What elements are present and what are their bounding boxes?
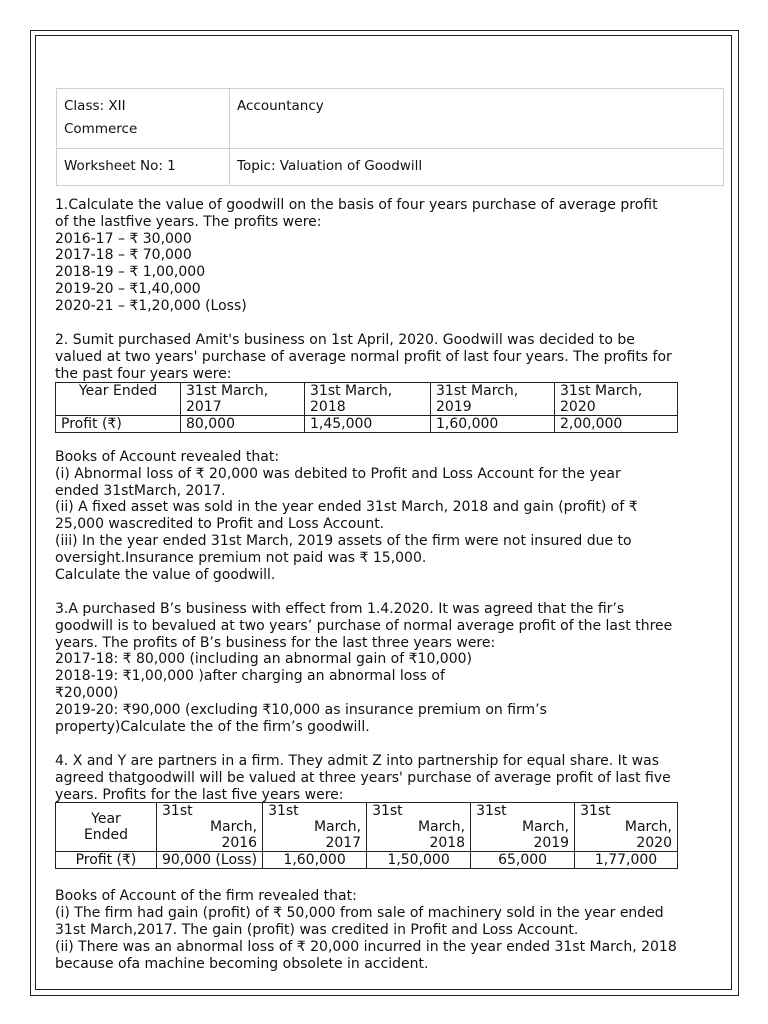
q4-year-l2: March, <box>313 819 362 835</box>
subject-cell: Accountancy <box>230 89 724 149</box>
class-label: Class: XII <box>64 98 126 114</box>
q2-year-cell <box>181 383 305 416</box>
q2-year-cell <box>305 383 431 416</box>
q2-profit-row <box>56 416 678 433</box>
q4-year-l1: 31st <box>162 803 193 819</box>
q2-note-line: 25,000 wascredited to Profit and Loss Account. <box>55 516 385 533</box>
q4-year-cell <box>367 803 471 852</box>
question-2 <box>55 332 672 382</box>
q2-note-line: oversight.Insurance premium not paid was ₹ 15,000. <box>55 549 427 566</box>
q4-year-cell <box>575 803 678 852</box>
q4-profit-value: 90,000 (Loss) <box>157 852 263 869</box>
q2-note-line: ended 31stMarch, 2017. <box>55 482 226 499</box>
q4-year-l3: 2017 <box>325 835 362 851</box>
q3-line: 2018-19: ₹1,00,000 )after charging an abnormal loss of <box>55 668 445 685</box>
q2-profit-value: 1,45,000 <box>305 416 431 433</box>
q4-line: agreed thatgoodwill will be valued at three years' purchase of average profit of last five <box>55 769 671 786</box>
q4-profit-value: 65,000 <box>471 852 575 869</box>
header-row-1 <box>57 89 724 149</box>
q3-line: goodwill is to bevalued at two years’ purchase of normal average profit of the last three <box>55 617 673 634</box>
q2-year-l2: 2018 <box>310 399 346 415</box>
q4-year-l2: March, <box>624 819 672 835</box>
q3-line: property)Calculate the of the firm’s goodwill. <box>55 718 370 735</box>
question-4-notes <box>55 888 677 973</box>
question-2-notes <box>55 449 638 583</box>
topic-title: Topic: Valuation of Goodwill <box>230 149 724 186</box>
q4-year-l3: 2019 <box>533 835 570 851</box>
q4-profit-row <box>56 852 678 869</box>
q4-year-l2: March, <box>209 819 258 835</box>
q2-year-l2: 2019 <box>436 399 472 415</box>
question-3 <box>55 601 672 735</box>
q2-year-l2: 2020 <box>560 399 596 415</box>
q4-year-l1: 31st <box>580 803 611 819</box>
q3-line: ₹20,000) <box>55 684 119 701</box>
q3-line: 3.A purchased B’s business with effect from 1.4.2020. It was agreed that the fir’s <box>55 601 625 617</box>
q1-line: 2019-20 – ₹1,40,000 <box>55 280 201 297</box>
q4-year-header-l2: Ended <box>83 827 129 843</box>
q1-line: 2017-18 – ₹ 70,000 <box>55 247 192 264</box>
q4-profit-value: 1,77,000 <box>575 852 678 869</box>
q2-note-line: Books of Account revealed that: <box>55 449 280 465</box>
q4-year-l3: 2016 <box>221 835 258 851</box>
q3-line: 2019-20: ₹90,000 (excluding ₹10,000 as insurance premium on firm’s <box>55 701 547 718</box>
q2-line: 2. Sumit purchased Amit's business on 1st April, 2020. Goodwill was decided to be <box>55 332 635 348</box>
q2-profit-value: 80,000 <box>181 416 305 433</box>
q1-line: 2020-21 – ₹1,20,000 (Loss) <box>55 297 247 314</box>
q4-year-l3: 2020 <box>636 835 672 851</box>
q1-line: of the lastfive years. The profits were: <box>55 213 322 230</box>
q4-profit-table <box>55 802 678 869</box>
q4-year-l2: March, <box>521 819 570 835</box>
q4-year-header <box>56 803 157 852</box>
q4-year-l2: March, <box>417 819 466 835</box>
q4-year-cell <box>263 803 367 852</box>
q2-year-l1: 31st March, <box>310 383 393 399</box>
stream-label: Commerce <box>64 121 138 137</box>
q2-year-l1: 31st March, <box>186 383 269 399</box>
q4-year-header-l1: Year <box>91 811 121 827</box>
q2-year-l1: 31st March, <box>436 383 519 399</box>
q4-year-cell <box>471 803 575 852</box>
q4-note-line: (i) The firm had gain (profit) of ₹ 50,000 from sale of machinery sold in the year ended <box>55 904 664 921</box>
q3-line: years. The profits of B’s business for the last three years were: <box>55 634 496 651</box>
q1-line: 2016-17 – ₹ 30,000 <box>55 230 192 247</box>
q4-line: 4. X and Y are partners in a firm. They admit Z into partnership for equal share. It was <box>55 753 659 769</box>
q2-note-line: Calculate the value of goodwill. <box>55 566 276 583</box>
q4-note-line: because ofa machine becoming obsolete in accident. <box>55 956 429 973</box>
worksheet-header-table <box>56 88 724 186</box>
q4-year-row <box>56 803 678 852</box>
question-1 <box>55 197 658 315</box>
q4-profit-value: 1,50,000 <box>367 852 471 869</box>
q2-year-l1: 31st March, <box>560 383 643 399</box>
q2-line: the past four years were: <box>55 365 232 382</box>
q2-line: valued at two years' purchase of average normal profit of last four years. The profits for <box>55 348 672 365</box>
q4-year-l3: 2018 <box>429 835 466 851</box>
q4-note-line: 31st March,2017. The gain (profit) was credited in Profit and Loss Account. <box>55 921 579 938</box>
q1-line: 2018-19 – ₹ 1,00,000 <box>55 264 206 281</box>
q4-note-line: (ii) There was an abnormal loss of ₹ 20,000 incurred in the year ended 31st March, 2018 <box>55 939 677 956</box>
q2-year-row <box>56 383 678 416</box>
question-4 <box>55 753 671 803</box>
q2-profit-value: 1,60,000 <box>431 416 555 433</box>
q4-year-l1: 31st <box>372 803 403 819</box>
q4-profit-value: 1,60,000 <box>263 852 367 869</box>
q2-year-l2: 2017 <box>186 399 222 415</box>
q2-year-header: Year Ended <box>56 383 181 416</box>
q2-profit-value: 2,00,000 <box>555 416 678 433</box>
q3-line: 2017-18: ₹ 80,000 (including an abnormal gain of ₹10,000) <box>55 651 472 668</box>
q4-profit-label: Profit (₹) <box>56 852 157 869</box>
q4-line: years. Profits for the last five years were: <box>55 786 344 803</box>
q1-line: 1.Calculate the value of goodwill on the basis of four years purchase of average profit <box>55 197 658 213</box>
q4-year-l1: 31st <box>476 803 507 819</box>
q4-note-line: Books of Account of the firm revealed that: <box>55 888 357 904</box>
q4-year-l1: 31st <box>268 803 299 819</box>
class-cell <box>57 89 230 149</box>
q2-profit-table <box>55 382 678 433</box>
q2-profit-label: Profit (₹) <box>56 416 181 433</box>
q2-note-line: (i) Abnormal loss of ₹ 20,000 was debited to Profit and Loss Account for the year <box>55 465 621 482</box>
header-row-2 <box>57 149 724 186</box>
q2-note-line: (ii) A fixed asset was sold in the year ended 31st March, 2018 and gain (profit) of ₹ <box>55 499 638 516</box>
q2-year-cell <box>555 383 678 416</box>
worksheet-number: Worksheet No: 1 <box>57 149 230 186</box>
q2-note-line: (iii) In the year ended 31st March, 2019 assets of the firm were not insured due to <box>55 532 632 549</box>
q2-year-cell <box>431 383 555 416</box>
q4-year-cell <box>157 803 263 852</box>
